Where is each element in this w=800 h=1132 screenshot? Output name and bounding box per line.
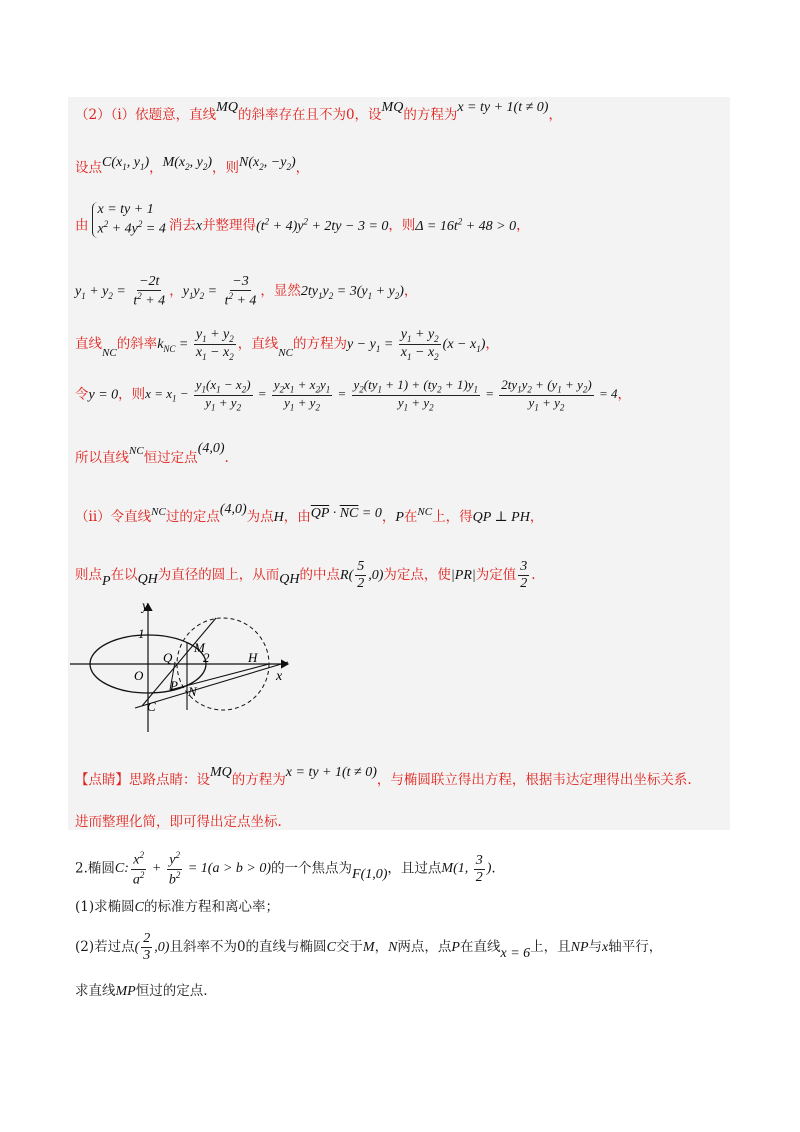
ellipse-figure bbox=[70, 598, 300, 738]
comment-line-2: 进而整理化简，即可得出定点坐标. bbox=[75, 814, 282, 830]
label-o: O bbox=[134, 668, 144, 683]
label-x: x bbox=[276, 669, 283, 684]
solution-line-2: 设点$C(x_1$, $y_1$)，$M(x_2$, $y_2$)，则$N(x_2$, $-y_2$)， bbox=[75, 155, 310, 176]
label-two: 2 bbox=[203, 650, 210, 665]
label-n: N bbox=[188, 684, 197, 699]
line-nc bbox=[135, 662, 288, 708]
solution-line-4: $y_1 + y_2$ = $\frac{-2t}{t^2 + 4}$ ，$y_1y_2$ = $\frac{-3}{t^2 + 4}$ ，显然$2ty_1y_2 = 3(y_1 + y_2)$， bbox=[75, 274, 418, 309]
solution-line-6: 令y = 0，则$x = x_1$ − $\frac{y_1(x_1 - x_2)}{y_1 + y_2}$ = $\frac{y_2x_1 + x_2y_1}{y_1 + y_2}$ = $\frac{y_2(ty_1 + 1) + (ty_2 + 1)y_1}{y_1 + y_2}$ = $\frac{2ty_1y_2 + (y_1 + y_2)}{y_1 + y_2}$ = 4， bbox=[75, 377, 631, 413]
solution-line-8: （ii）令直线$^{NC}$过的定点(4,0)为点H，由$\overline{QP} \cdot \overline{NC} = 0$，P在$^{NC}$上，得QP ⊥ PH， bbox=[75, 502, 544, 525]
label-p: P bbox=[170, 678, 178, 693]
label-c: C bbox=[147, 699, 156, 714]
solution-line-7: 所以直线$^{NC}$恒过定点(4,0). bbox=[75, 441, 229, 466]
solution-line-3: 由 x = ty + 1 $x^2 + 4y^2 = 4$ 消去x并整理得$(t^2 + 4)y^2 + 2ty - 3 = 0$，则$\Delta = 16t^2 + 48 > 0$， bbox=[75, 202, 530, 237]
problem2-line-3: (2)若过点( $\frac{2}{3}$ ,0)且斜率不为0的直线与椭圆C交于M，N两点，点P在直线x = 6上，且NP与x轴平行， bbox=[75, 931, 663, 964]
solution-line-1: （2）（i）依题意，直线MQ的斜率存在且不为0，设MQ的方程为x = ty + 1(t ≠ 0)， bbox=[75, 100, 562, 123]
solution-line-9: 则点P在以QH为直径的圆上，从而QH的中点R( $\frac{5}{2}$ ,0)为定点，使|PR|为定值 $\frac{3}{2}$ . bbox=[75, 559, 536, 592]
label-q: Q bbox=[163, 650, 173, 665]
problem2-line-4: 求直线MP恒过的定点. bbox=[75, 983, 208, 999]
line-ph bbox=[170, 664, 269, 690]
comment-line-1: 【点睛】思路点睛：设MQ的方程为x = ty + 1(t ≠ 0)，与椭圆联立得出方程，根据韦达定理得出坐标关系. bbox=[75, 765, 692, 788]
problem2-line-2: (1)求椭圆C的标准方程和离心率； bbox=[75, 899, 279, 915]
label-m: M bbox=[194, 640, 205, 655]
problem2-line-1: 2.椭圆C: $\frac{x^2}{a^2}$ + $\frac{y^2}{b^2}$ = 1(a > b > 0)的一个焦点为F(1,0)，且过点M(1, $\frac{3}{2}$ ). bbox=[75, 850, 496, 888]
label-y: y bbox=[142, 599, 149, 614]
label-one: 1 bbox=[138, 626, 145, 641]
label-h: H bbox=[248, 650, 258, 665]
solution-line-5: 直线$_{NC}$的斜率$k_{NC}$ = $\frac{y_1 + y_2}{x_1 - x_2}$ ，直线$_{NC}$的方程为$y - y_1$ = $\frac{y_1 + y_2}{x_1 - x_2}$ $(x - x_1)$， bbox=[75, 327, 499, 362]
